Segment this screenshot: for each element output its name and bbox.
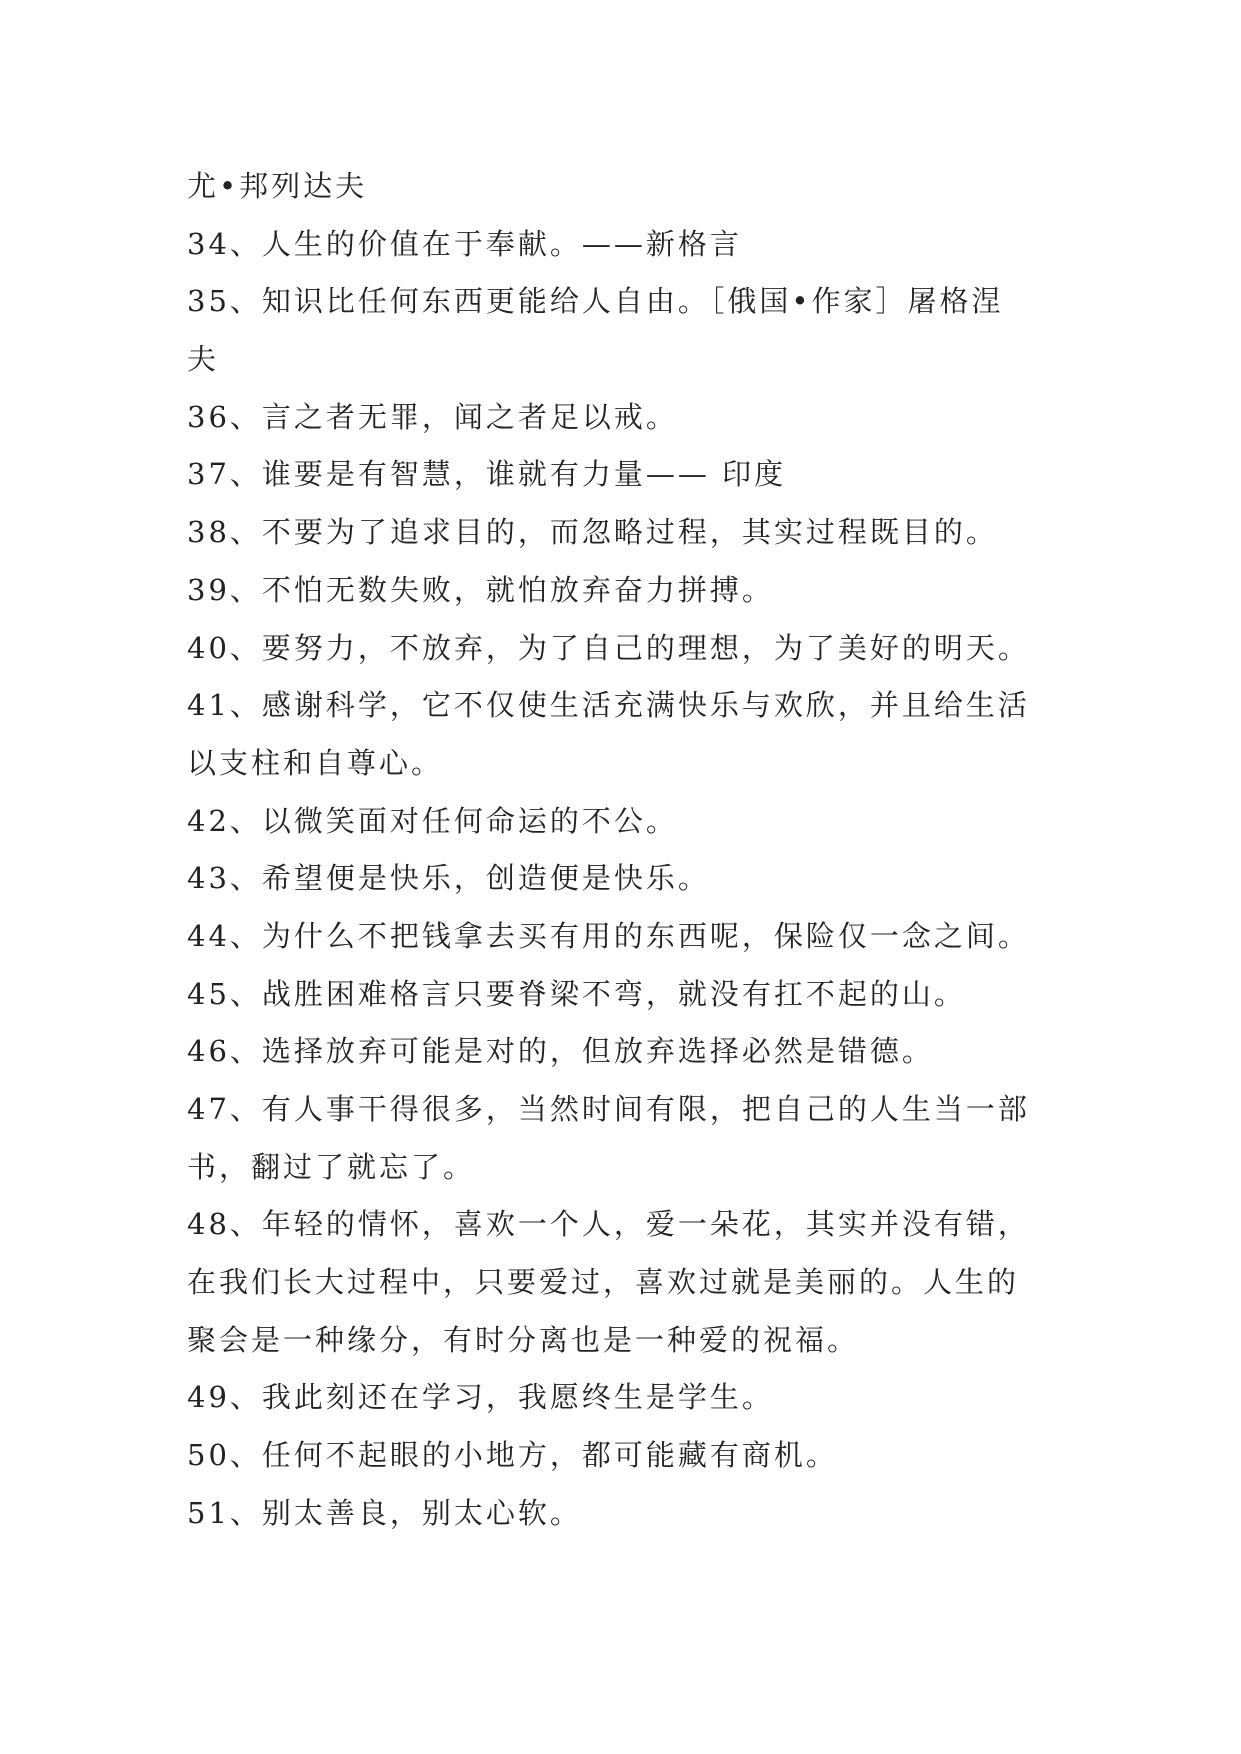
- text-line: 41、感谢科学，它不仅使生活充满快乐与欢欣，并且给生活: [187, 688, 1030, 723]
- text-line: 尤•邦列达夫: [187, 169, 368, 203]
- text-line: 在我们长大过程中，只要爱过，喜欢过就是美丽的。人生的: [187, 1265, 1020, 1300]
- text-line: 35、知识比任何东西更能给人自由。［俄国•作家］屠格涅: [187, 284, 1004, 319]
- text-line: 48、年轻的情怀，喜欢一个人，爱一朵花，其实并没有错，: [187, 1207, 1030, 1242]
- text-line: 50、任何不起眼的小地方，都可能藏有商机。: [187, 1438, 838, 1473]
- text-line: 34、人生的价值在于奉献。——新格言: [187, 226, 742, 261]
- text-line: 夫: [187, 342, 220, 377]
- text-line: 40、要努力，不放弃，为了自己的理想，为了美好的明天。: [187, 630, 1030, 665]
- text-line: 36、言之者无罪，闻之者足以戒。: [187, 399, 678, 434]
- document-body: [187, 158, 1067, 1543]
- text-line: 46、选择放弃可能是对的，但放弃选择必然是错德。: [187, 1034, 934, 1069]
- text-line: 书，翻过了就忘了。: [187, 1149, 476, 1184]
- text-line: 43、希望便是快乐，创造便是快乐。: [187, 861, 710, 896]
- text-line: 以支柱和自尊心。: [187, 745, 444, 780]
- text-line: 47、有人事干得很多，当然时间有限，把自己的人生当一部: [187, 1092, 1030, 1126]
- text-line: 44、为什么不把钱拿去买有用的东西呢，保险仅一念之间。: [187, 918, 1030, 953]
- text-line: 45、战胜困难格言只要脊梁不弯，就没有扛不起的山。: [187, 976, 966, 1011]
- text-line: 49、我此刻还在学习，我愿终生是学生。: [187, 1380, 774, 1415]
- text-line: 39、不怕无数失败，就怕放弃奋力拼搏。: [187, 572, 774, 607]
- text-line: 37、谁要是有智慧，谁就有力量—— 印度: [187, 457, 787, 492]
- text-line: 51、别太善良，别太心软。: [187, 1495, 582, 1530]
- text-line: 聚会是一种缘分，有时分离也是一种爱的祝福。: [187, 1322, 860, 1357]
- text-line: 42、以微笑面对任何命运的不公。: [187, 803, 678, 838]
- text-line: 38、不要为了追求目的，而忽略过程，其实过程既目的。: [187, 515, 998, 550]
